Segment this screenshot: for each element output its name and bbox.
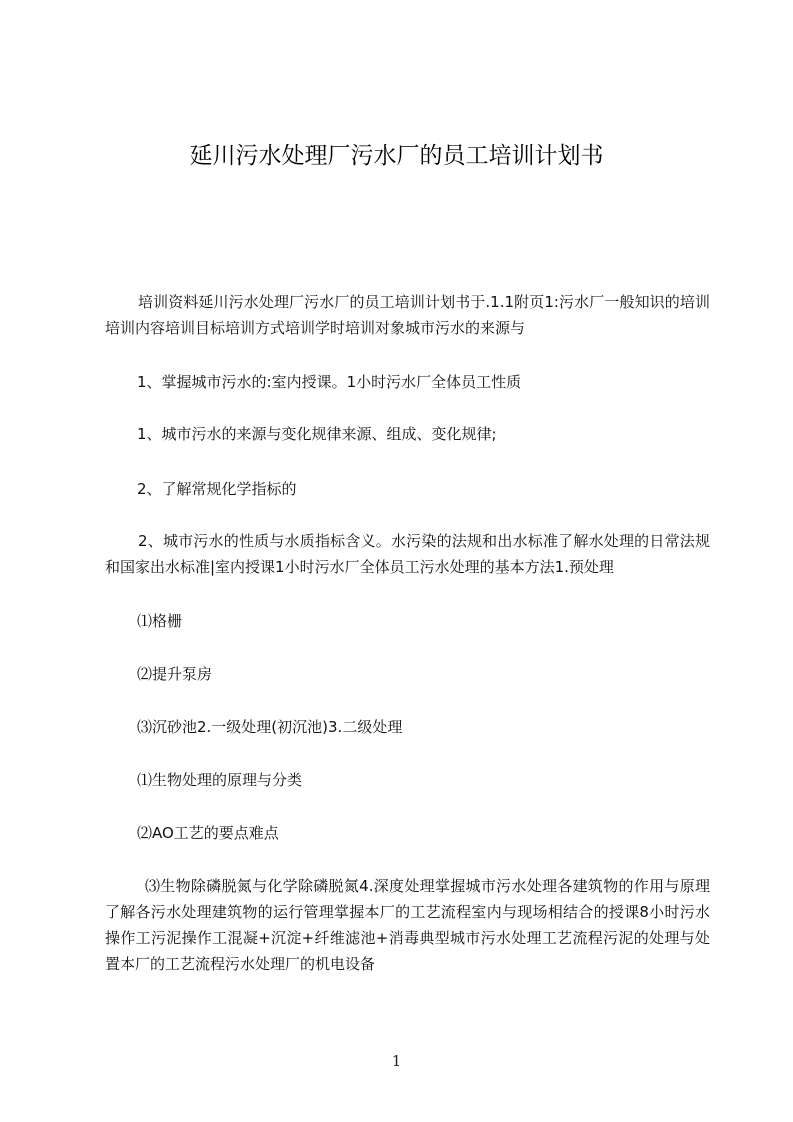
paragraph-item: 1、城市污水的来源与变化规律来源、组成、变化规律;	[137, 425, 497, 443]
paragraph-item: ⑴格栅	[137, 612, 183, 630]
paragraph-item: ⑴生物处理的原理与分类	[137, 771, 303, 789]
paragraph-intro: 培训资料延川污水处理厂污水厂的员工培训计划书于.1.1附页1:污水厂一般知识的培训培训内容培训目标培训方式培训学时培训对象城市污水的来源与	[105, 293, 710, 337]
paragraph-item: ⑶生物除磷脱氮与化学除磷脱氮4.深度处理掌握城市污水处理各建筑物的作用与原理了解各污水处理建筑物的运行管理掌握本厂的工艺流程室内与现场相结合的授课8小时污水操作工污泥操作工混凝+沉淀+纤维滤池+消毒典型城市污水处理工艺流程污泥的处理与处置本厂的工艺流程污水处理厂的机电设备	[105, 877, 710, 973]
paragraph-item: ⑶沉砂池2.一级处理(初沉池)3.二级处理	[137, 718, 403, 736]
paragraph-item: ⑵AO工艺的要点难点	[137, 824, 279, 842]
paragraph-item: 2、城市污水的性质与水质指标含义。水污染的法规和出水标准了解水处理的日常法规和国家出水标准|室内授课1小时污水厂全体员工污水处理的基本方法1.预处理	[105, 532, 710, 576]
paragraph-item: ⑵提升泵房	[137, 665, 213, 683]
document-title: 延川污水处理厂污水厂的员工培训计划书	[189, 143, 604, 169]
paragraph-item: 1、掌握城市污水的:室内授课。1小时污水厂全体员工性质	[137, 373, 522, 391]
paragraph-item: 2、了解常规化学指标的	[137, 480, 297, 498]
page-number: 1	[391, 1052, 402, 1070]
